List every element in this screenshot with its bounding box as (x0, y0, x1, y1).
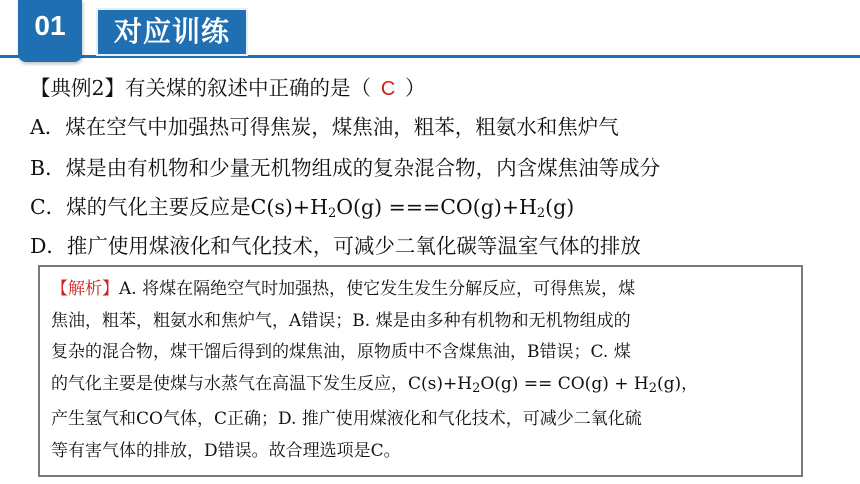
analysis-line-4-text-2: O(g) == CO(g) + H (480, 373, 649, 394)
option-c-text-3: (g) (545, 195, 575, 219)
analysis-line-3: 复杂的混合物，煤干馏后得到的煤焦油，原物质中不含煤焦油，B错误；C. 煤 (51, 342, 631, 362)
option-d: D．推广使用煤液化和气化技术，可减少二氧化碳等温室气体的排放 (30, 234, 641, 258)
question-stem-text: 【典例2】有关煤的叙述中正确的是（ (30, 76, 372, 100)
analysis-line-4 (51, 369, 791, 405)
option-c-sub-1: 2 (327, 206, 337, 221)
question-stem-close: ） (405, 76, 426, 100)
option-c-sub-2: 2 (536, 206, 546, 221)
option-c-text-1: C．煤的气化主要反应是C(s)+H (30, 195, 328, 219)
analysis-line-6: 等有害气体的排放，D错误。故合理选项是C。 (51, 440, 401, 461)
analysis-line-1 (51, 274, 791, 306)
analysis-line-1-text: A. 将煤在隔绝空气时加强热，使它发生发生分解反应，可得焦炭，煤 (119, 279, 636, 299)
option-a: A．煤在空气中加强热可得焦炭，煤焦油，粗苯，粗氨水和焦炉气 (30, 115, 619, 139)
question-stem (30, 74, 426, 103)
analysis-line-5: 产生氢气和CO气体，C正确；D. 推广使用煤液化和气化技术，可减少二氧化硫 (51, 409, 642, 429)
section-title: 对应训练 (96, 8, 248, 56)
option-c (30, 193, 574, 228)
answer-choice: C (380, 78, 396, 100)
analysis-label: 【解析】 (51, 279, 119, 299)
option-c-text-2: O(g) ===CO(g)+H (336, 195, 537, 219)
analysis-line-2: 焦油，粗苯，粗氨水和焦炉气，A错误；B. 煤是由多种有机物和无机物组成的 (51, 310, 631, 331)
option-b: B．煤是由有机物和少量无机物组成的复杂混合物，内含煤焦油等成分 (30, 156, 661, 180)
analysis-line-4-sub-2: 2 (648, 380, 657, 396)
section-number-badge: 01 (18, 0, 82, 62)
analysis-box (38, 265, 803, 477)
analysis-line-4-text-1: 的气化主要是使煤与水蒸气在高温下发生反应，C(s)+H (51, 373, 473, 394)
analysis-line-4-sub-1: 2 (472, 380, 481, 396)
analysis-line-4-text-3: (g)， (657, 373, 699, 394)
